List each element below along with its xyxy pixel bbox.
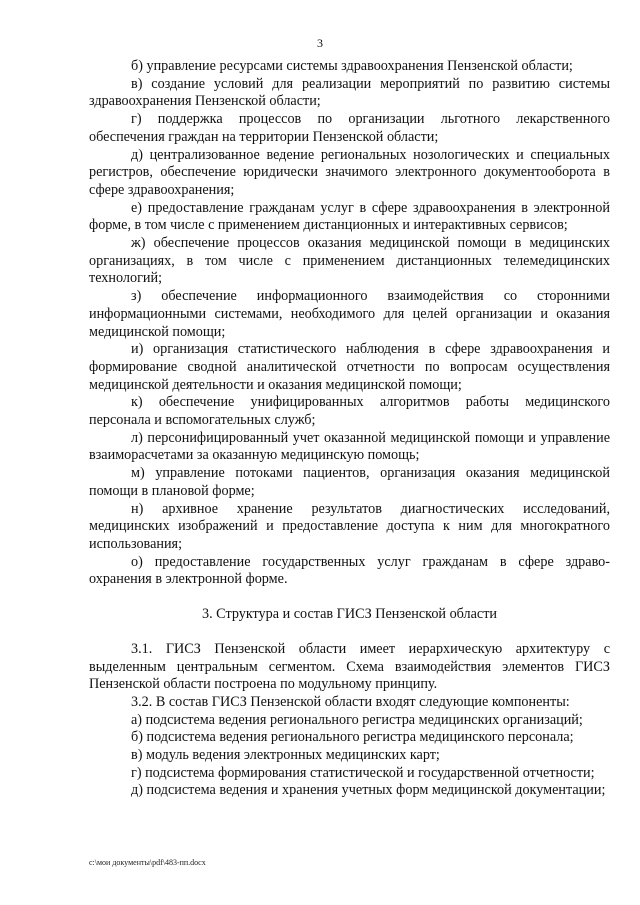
list-item-g: г) поддержка процессов по организации льготного лекарственного обеспечения граждан на территории Пензенской области; <box>89 111 610 145</box>
list-item-i: и) организация статистического наблюдения в сфере здравоохранения и формирование сводной аналитической отчетности по вопросам осуществления медицинской деятельности и оказания медицинской помощи; <box>89 341 610 393</box>
list-item-m: м) управление потоками пациентов, организация оказания медицинской помощи в плановой форме; <box>89 465 610 499</box>
footer-file-path: c:\мои документы\pdf\483-пп.docx <box>89 858 206 867</box>
component-item-a: а) подсистема ведения регионального регистра медицинских организаций; <box>131 711 583 728</box>
component-item-g: г) подсистема формирования статистической и государственной отчетности; <box>131 764 595 781</box>
list-item-b: б) управление ресурсами системы здравоохранения Пензенской области; <box>131 58 573 74</box>
document-body <box>89 58 610 800</box>
list-item-z: з) обеспечение информационного взаимодействия со сторонними информационными системами, необходимого для целей организации и оказания медицинской помощи; <box>89 288 610 340</box>
list-item-d: д) централизованное ведение региональных нозологических и специальных регистров, обеспечение юридически значимого электронного документооборота в сфере здравоохранения; <box>89 146 610 198</box>
list-item-o: о) предоставление государственных услуг гражданам в сфере здраво-охранения в электронной форме. <box>89 553 610 588</box>
list-item-n: н) архивное хранение результатов диагностических исследований, медицинских изображений и предоставление доступа к ним для многократного использования; <box>89 500 610 552</box>
component-item-v: в) модуль ведения электронных медицинских карт; <box>131 747 440 764</box>
list-item-l: л) персонифицированный учет оказанной медицинской помощи и управление взаиморасчетами за оказанную медицинскую помощь; <box>89 429 610 464</box>
page-number: 3 <box>317 36 323 50</box>
list-item-k: к) обеспечение унифицированных алгоритмов работы медицинского персонала и вспомогательных служб; <box>89 394 610 429</box>
list-item-zh: ж) обеспечение процессов оказания медицинской помощи в медицинских организациях, в том числе с применением дистанционных телемедицинских технологий; <box>89 235 610 287</box>
component-item-b: б) подсистема ведения регионального регистра медицинского персонала; <box>131 729 574 746</box>
component-item-d: д) подсистема ведения и хранения учетных форм медицинской документации; <box>131 782 606 799</box>
list-item-e: е) предоставление гражданам услуг в сфере здравоохранения в электронной форме, в том числе с применением дистанционных и интерактивных сервисов; <box>89 199 610 234</box>
paragraph-3-2: 3.2. В состав ГИСЗ Пензенской области входят следующие компоненты: <box>131 693 570 710</box>
section-heading: 3. Структура и состав ГИСЗ Пензенской области <box>201 606 497 623</box>
list-item-v: в) создание условий для реализации мероприятий по развитию системы здравоохранения Пензенской области; <box>89 75 610 110</box>
paragraph-3-1: 3.1. ГИСЗ Пензенской области имеет иерархическую архитектуру с выделенным центральным сегментом. Схема взаимодействия элементов ГИСЗ Пензенской области построена по модульному принципу. <box>89 640 610 693</box>
